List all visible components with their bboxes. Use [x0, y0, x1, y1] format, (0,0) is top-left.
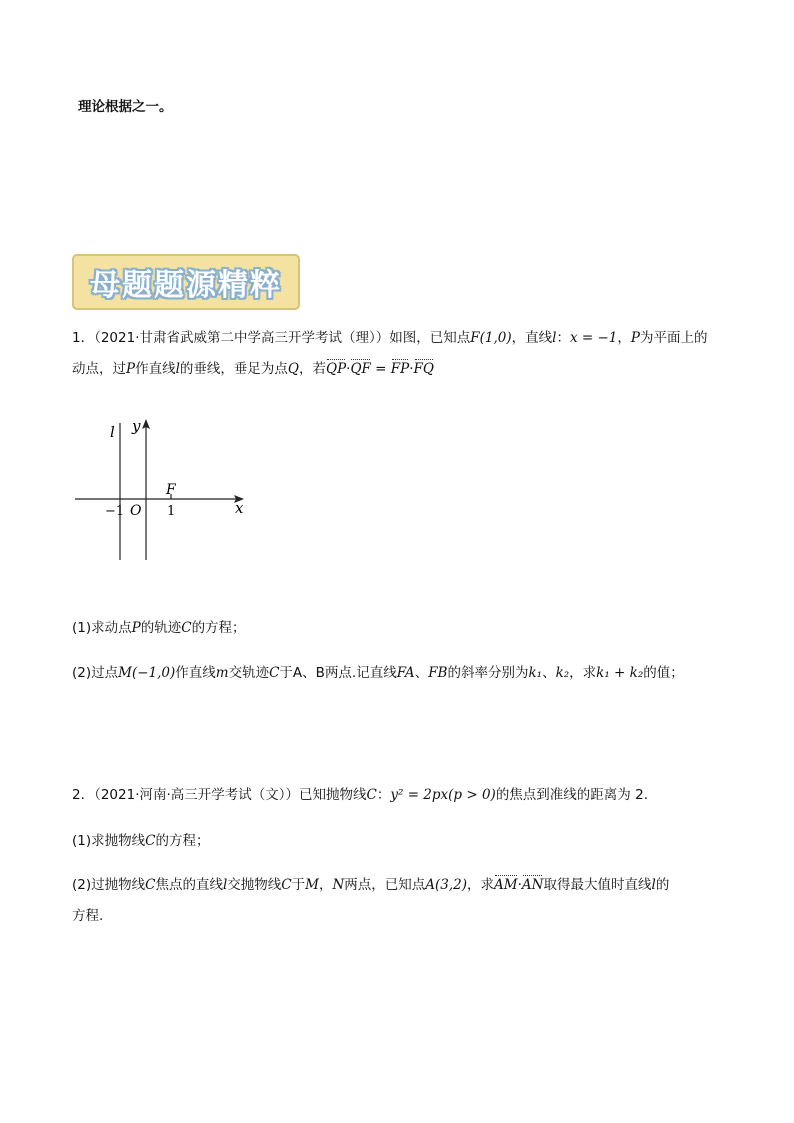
q1-p: P: [630, 330, 640, 346]
dot-operator: ·: [346, 361, 351, 377]
q2-text: 交抛物线: [227, 877, 282, 893]
label-y: y: [132, 417, 141, 435]
section-banner: [72, 254, 300, 310]
q1-text: 作直线: [175, 665, 216, 681]
q2-label: 2．（2021·河南·高三开学考试（文））已知抛物线: [72, 787, 367, 803]
label-x: x: [235, 499, 244, 517]
q1-label: 1．（2021·甘肃省武威第二中学高三开学考试（理））如图，已知点: [72, 330, 471, 346]
label-f: F: [166, 482, 176, 498]
dot-operator: ·: [409, 361, 414, 377]
q2-line1: [72, 785, 648, 805]
q1-text: 两点.记直线: [324, 665, 397, 681]
q2-sub2-line2: 方程.: [72, 908, 104, 924]
q1-text: ，求: [569, 665, 597, 681]
q2-c: C: [145, 833, 156, 849]
q2-line-l: l: [651, 877, 656, 893]
q1-sub2: [72, 663, 684, 683]
q2-text: ：: [376, 787, 391, 803]
q1-text: 的斜率分别为: [447, 665, 529, 681]
q2-parabola-eq: y² = 2px(p > 0): [390, 787, 496, 803]
q1-line-fb: FB: [428, 665, 448, 681]
q2-point-n: N: [332, 877, 345, 893]
q1-text: (1)求动点: [72, 620, 132, 636]
q1-text: 的方程；: [191, 620, 246, 636]
q2-text: 两点，已知点: [344, 877, 426, 893]
q2-text: 于: [291, 877, 306, 893]
q1-sub1: [72, 618, 246, 638]
q1-line1: [72, 328, 707, 348]
dot-operator: ·: [517, 877, 522, 893]
q1-q: Q: [287, 361, 299, 377]
q2-c: C: [145, 877, 156, 893]
vector-an: AN: [521, 877, 544, 893]
q1-k1: k₁: [528, 665, 543, 681]
q1-text: 的垂线，垂足为点: [179, 361, 288, 377]
q1-p: P: [131, 620, 141, 636]
q1-k-sum: k₁ + k₂: [596, 665, 644, 681]
q2-text: 的方程；: [155, 833, 210, 849]
q1-text: 的值；: [643, 665, 684, 681]
equals-sign: =: [370, 361, 391, 377]
label-l: l: [110, 423, 115, 441]
q1-text: 作直线: [135, 361, 176, 377]
q2-text: ，求: [467, 877, 495, 893]
q1-text: 于: [279, 665, 293, 681]
label-one: 1: [167, 504, 176, 519]
q1-text: ：: [556, 330, 570, 346]
q1-line-m: m: [215, 665, 229, 681]
q1-c: C: [181, 620, 192, 636]
q2-point-a: A(3,2): [425, 877, 468, 893]
vector-am: AM: [494, 877, 518, 893]
vector-qp: QP: [326, 361, 347, 377]
banner-title: 母题题源精粹: [90, 268, 282, 303]
q1-line2: [72, 359, 434, 379]
vector-fq: FQ: [413, 361, 434, 377]
q2-point-m: M: [305, 877, 319, 893]
q1-point-a: A: [292, 665, 303, 681]
q2-c: C: [366, 787, 377, 803]
q1-c: C: [269, 665, 280, 681]
q1-text: 、: [414, 665, 429, 681]
q1-text: 为平面上的: [639, 330, 708, 346]
q1-point-b: B: [315, 665, 325, 681]
q1-p: P: [126, 361, 136, 377]
q1-text: ，: [617, 330, 631, 346]
q1-text: 的轨迹: [140, 620, 182, 636]
coordinate-figure: [70, 415, 250, 565]
q1-text: 、: [302, 665, 316, 681]
q1-line-fa: FA: [396, 665, 415, 681]
q1-point-f: F(1,0): [470, 330, 512, 346]
q1-text: 动点，过: [72, 361, 126, 377]
q1-text: ，直线: [511, 330, 553, 346]
vector-fp: FP: [390, 361, 410, 377]
q2-c: C: [281, 877, 292, 893]
q1-text: 交轨迹: [228, 665, 270, 681]
q1-text: ，若: [299, 361, 326, 377]
vector-qf: QF: [350, 361, 371, 377]
q1-point-m: M(−1,0): [118, 665, 176, 681]
intro-line: 理论根据之一。: [78, 99, 173, 115]
q2-sub1: [72, 831, 209, 851]
q1-text: (2)过点: [72, 665, 119, 681]
q1-k2: k₂: [555, 665, 570, 681]
q2-text: 取得最大值时直线: [543, 877, 652, 893]
q2-text: (2)过抛物线: [72, 877, 146, 893]
label-neg-one: −1: [105, 504, 125, 519]
q2-text: 的: [655, 877, 670, 893]
q2-sub2-line1: [72, 875, 669, 895]
q1-line-l: l: [552, 330, 557, 346]
q2-text: 焦点的直线: [155, 877, 223, 893]
q1-line-l: l: [175, 361, 180, 377]
label-origin: O: [130, 503, 142, 519]
q1-text: 、: [542, 665, 556, 681]
q1-line-eq: x = −1: [569, 330, 618, 346]
q2-text: ，: [318, 877, 333, 893]
q2-line-l: l: [222, 877, 228, 893]
q2-text: (1)求抛物线: [72, 833, 146, 849]
q2-text: 的焦点到准线的距离为 2.: [495, 787, 648, 803]
